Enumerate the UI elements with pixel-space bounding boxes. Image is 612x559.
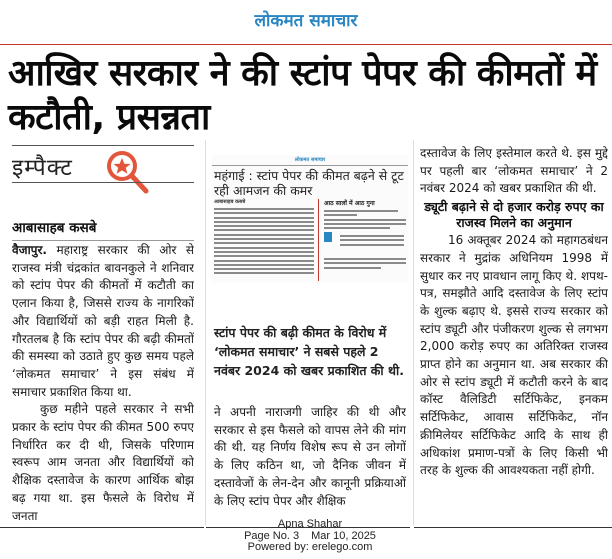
paragraph: दस्तावेज के लिए इस्तेमाल करते थे. इस मुद्दे पर पहली बार ‘लोकमत समाचार’ ने 2 नवंबर 2024 को खबर प्रकाशित की थी. bbox=[420, 146, 608, 196]
clipping-sidebar bbox=[324, 199, 406, 271]
paragraph: महाराष्ट्र सरकार की ओर से राजस्व मंत्री चंद्रकांत बावनकुले ने शनिवार को स्टांप पेपर की कीमतों में कटौती का एलान किया है, जिससे राज्य के नागरिकों और विद्यार्थियों को बड़ी राहत मिली है. गौरतलब है कि स्टांप पेपर की बढ़ी कीमतों की समस्या को उठाते हुए कुछ समय पहले ‘लोकमत समाचार’ ने इस संबंध में समाचार प्रकाशित किया था. bbox=[12, 243, 194, 399]
paragraph: 16 अक्तूबर 2024 को महागठबंधन सरकार ने मुद्रांक अधिनियम 1998 में सुधार कर नए प्रावधान लागू किए थे. शपथ-पत्र, समझौते आदि दस्तावेज के लिए स्टांप के शुल्क बढ़ाए थे. इससे राज्य सरकार को स्टांप ड्यूटी और पंजीकरण शुल्क से लगभग 2,000 करोड़ रुपए का अतिरिक्त राजस्व प्राप्त होने का अनुमान था. अब सरकार की ओर से स्टांप ड्यूटी में कटौती करने के बाद कॉस्ट वैलिडिटी सर्टिफिकेट, इनकम सर्टिफिकेट, आवास सर्टिफिकेट, नॉन क्रीमिलेयर सर्टिफिकेट आदि के साथ ही अधिकांश प्रमाण-पत्रों के लिए किसी भी तरह के शुल्क की आवश्यकता नहीं होगी. bbox=[420, 233, 608, 478]
paragraph: कुछ महीने पहले सरकार ने सभी प्रकार के स्टांप पेपर की कीमत 500 रुपए निर्धारित कर दी थी, जिसके परिणाम स्वरूप आम जनता और विद्यार्थियों को शैक्षिक दस्तावेज के कारण आर्थिक बोझ बढ़ गया था. इस फैसले के विरोध में जनता bbox=[12, 402, 194, 523]
footer bbox=[200, 519, 420, 554]
divider bbox=[12, 145, 194, 146]
column-separator bbox=[205, 140, 206, 525]
article-column-3 bbox=[420, 145, 608, 527]
clipping-body bbox=[214, 199, 314, 277]
previous-news-clipping bbox=[212, 155, 408, 283]
masthead-rule bbox=[0, 44, 612, 45]
quote-icon bbox=[324, 232, 332, 242]
paragraph: ने अपनी नाराजगी जाहिर की थी और सरकार से इस फैसले को वापस लेने की मांग की थी. यह निर्णय विशेष रूप से उन लोगों के लिए कठिन था, जो दैनिक जीवन में दस्तावेजों के लेन-देन और कानूनी प्रक्रियाओं के लिए स्टांप पेपर और शैक्षिक bbox=[214, 405, 406, 508]
clipping-byline: आबासाहब कसबे bbox=[214, 199, 246, 205]
dateline: वैजापुर. bbox=[12, 243, 47, 257]
clipping-side-lines bbox=[324, 210, 406, 229]
column-separator bbox=[413, 140, 414, 525]
publication-name: Apna Shahar bbox=[277, 518, 343, 530]
byline: आबासाहब कसबे bbox=[12, 220, 97, 236]
column-bottom-rule bbox=[414, 527, 612, 528]
magnifier-star-icon bbox=[102, 147, 152, 195]
column-bottom-rule bbox=[0, 527, 204, 528]
divider bbox=[12, 240, 194, 241]
clipping-masthead: लोकमत समाचार bbox=[294, 157, 326, 163]
article-column-1 bbox=[12, 242, 194, 527]
clipping-rule bbox=[212, 165, 408, 166]
clipping-quote bbox=[324, 232, 406, 252]
clipping-divider bbox=[318, 199, 319, 281]
subheading: ड्यूटी बढ़ाने से दो हजार करोड़ रुपए का राजस्व मिलने का अनुमान bbox=[424, 199, 604, 231]
impact-label: इम्पैक्ट bbox=[12, 155, 73, 181]
clipping-side-lines bbox=[324, 258, 406, 269]
clipping-text-lines bbox=[214, 208, 314, 274]
clipping-caption: स्टांप पेपर की बढ़ी कीमत के विरोध में ‘लोकमत समाचार’ ने सबसे पहले 2 नवंबर 2024 को खबर प्रकाशित की थी. bbox=[214, 325, 404, 378]
masthead: लोकमत समाचार bbox=[254, 11, 358, 31]
clipping-headline: महंगाई : स्टांप पेपर की कीमत बढ़ने से टूट रही आमजन की कमर bbox=[214, 168, 404, 198]
article-column-2 bbox=[214, 404, 406, 527]
divider bbox=[12, 182, 194, 183]
powered-by[interactable]: Powered by: erelego.com bbox=[247, 541, 373, 553]
publish-date: Mar 10, 2025 bbox=[311, 529, 376, 542]
clipping-side-title: आठ सालों में आठ गुना bbox=[324, 200, 375, 207]
headline: आखिर सरकार ने की स्टांप पेपर की कीमतों में कटौती, प्रसन्नता bbox=[8, 53, 597, 138]
page-number: Page No. 3 bbox=[244, 529, 300, 542]
